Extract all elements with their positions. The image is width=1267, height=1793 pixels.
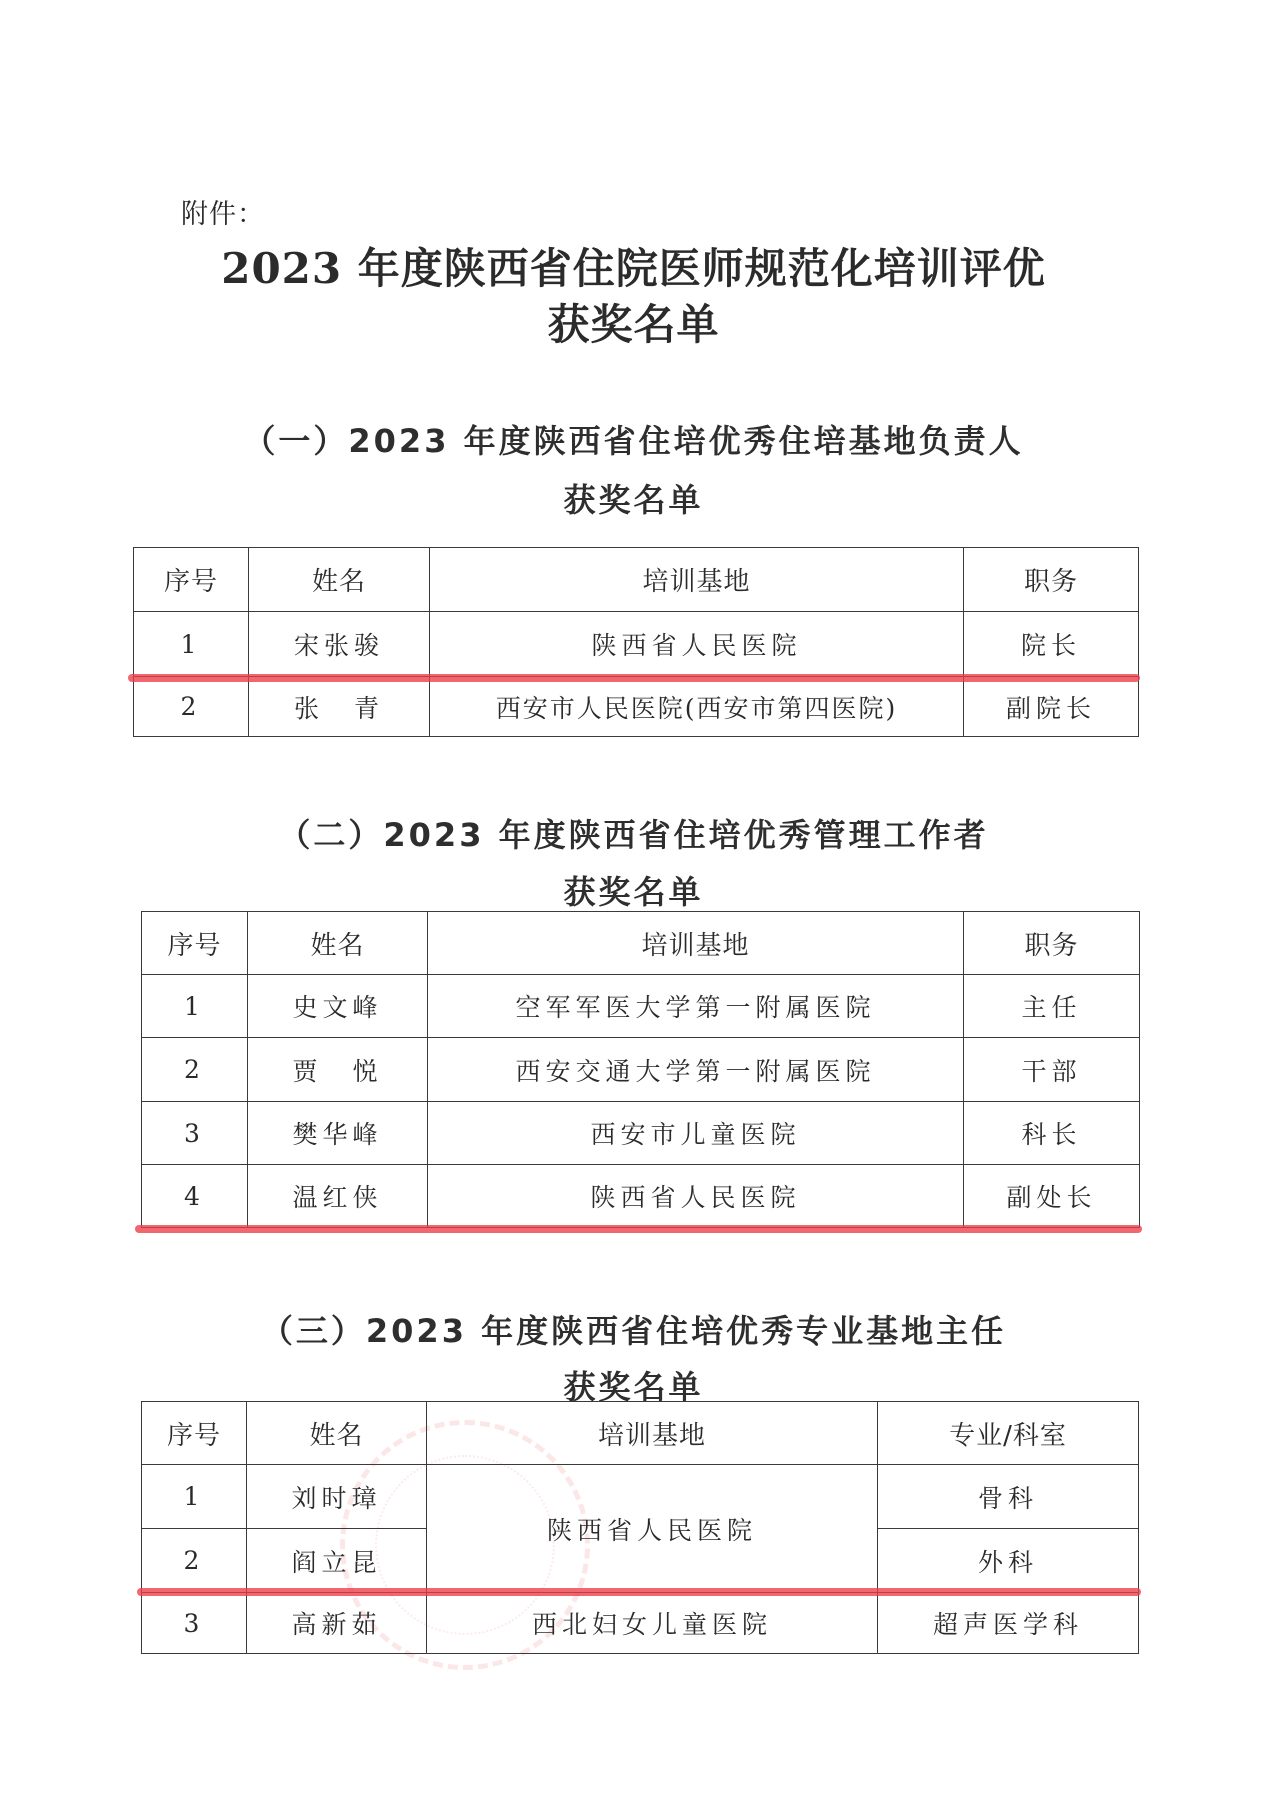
cell-name: 宋张骏 (249, 612, 430, 677)
table-base-leaders (133, 547, 1139, 737)
col-header-name: 姓名 (249, 548, 430, 612)
cell-name: 阎立昆 (247, 1529, 427, 1593)
cell-base: 西安市人民医院(西安市第四医院) (430, 677, 964, 737)
table-header-row (142, 1402, 1139, 1465)
highlight-line (135, 1225, 1142, 1233)
cell-no: 1 (134, 612, 249, 677)
cell-no: 3 (142, 1102, 248, 1165)
document-title: 2023 年度陕西省住院医师规范化培训评优 (221, 244, 1046, 293)
table-row (142, 1593, 1139, 1654)
col-header-base: 培训基地 (427, 1402, 878, 1465)
table-row (142, 975, 1140, 1038)
cell-role: 副处长 (964, 1165, 1140, 1228)
col-header-no: 序号 (142, 1402, 247, 1465)
col-header-name: 姓名 (247, 1402, 427, 1465)
cell-no: 1 (142, 975, 248, 1038)
section-3-subheading: 获奖名单 (563, 1368, 704, 1406)
table-header-row (142, 912, 1140, 975)
cell-no: 2 (142, 1529, 247, 1593)
section-2-heading: （二）2023 年度陕西省住培优秀管理工作者 (278, 816, 989, 854)
cell-role: 副院长 (964, 677, 1139, 737)
table-row (134, 612, 1139, 677)
cell-role: 主任 (964, 975, 1140, 1038)
cell-base: 西安交通大学第一附属医院 (428, 1038, 964, 1102)
col-header-base: 培训基地 (430, 548, 964, 612)
cell-base: 陕西省人民医院 (428, 1165, 964, 1228)
table-row (142, 1165, 1140, 1228)
col-header-dept: 专业/科室 (878, 1402, 1139, 1465)
cell-base: 陕西省人民医院 (430, 612, 964, 677)
highlight-line (128, 674, 1140, 682)
cell-no: 2 (134, 677, 249, 737)
cell-dept: 外科 (878, 1529, 1139, 1593)
table-header-row (134, 548, 1139, 612)
col-header-no: 序号 (142, 912, 248, 975)
table-row (142, 1465, 1139, 1529)
col-header-base: 培训基地 (428, 912, 964, 975)
cell-dept: 骨科 (878, 1465, 1139, 1529)
cell-no: 3 (142, 1593, 247, 1654)
highlight-line (137, 1588, 1141, 1596)
cell-no: 2 (142, 1038, 248, 1102)
col-header-role: 职务 (964, 912, 1140, 975)
table-specialty-directors (141, 1401, 1139, 1654)
section-1-subheading: 获奖名单 (563, 481, 704, 519)
col-header-role: 职务 (964, 548, 1139, 612)
cell-name: 贾 悦 (248, 1038, 428, 1102)
table-row (142, 1102, 1140, 1165)
cell-name: 史文峰 (248, 975, 428, 1038)
cell-role: 科长 (964, 1102, 1140, 1165)
cell-role: 干部 (964, 1038, 1140, 1102)
section-1-heading: （一）2023 年度陕西省住培优秀住培基地负责人 (243, 422, 1024, 460)
cell-dept: 超声医学科 (878, 1593, 1139, 1654)
cell-name: 樊华峰 (248, 1102, 428, 1165)
document-title-line2: 获奖名单 (547, 300, 720, 349)
cell-base: 西安市儿童医院 (428, 1102, 964, 1165)
section-2-subheading: 获奖名单 (563, 873, 704, 911)
cell-no: 1 (142, 1465, 247, 1529)
cell-name: 张 青 (249, 677, 430, 737)
cell-base: 西北妇女儿童医院 (427, 1593, 878, 1654)
cell-name: 温红侠 (248, 1165, 428, 1228)
cell-base-merged: 陕西省人民医院 (427, 1465, 878, 1593)
cell-name: 刘时璋 (247, 1465, 427, 1529)
col-header-name: 姓名 (248, 912, 428, 975)
attachment-label: 附件： (181, 199, 265, 230)
table-row (142, 1038, 1140, 1102)
cell-name: 高新茹 (247, 1593, 427, 1654)
cell-no: 4 (142, 1165, 248, 1228)
col-header-no: 序号 (134, 548, 249, 612)
cell-base: 空军军医大学第一附属医院 (428, 975, 964, 1038)
cell-role: 院长 (964, 612, 1139, 677)
table-row (134, 677, 1139, 737)
section-3-heading: （三）2023 年度陕西省住培优秀专业基地主任 (260, 1312, 1007, 1350)
table-management-workers (141, 911, 1140, 1228)
